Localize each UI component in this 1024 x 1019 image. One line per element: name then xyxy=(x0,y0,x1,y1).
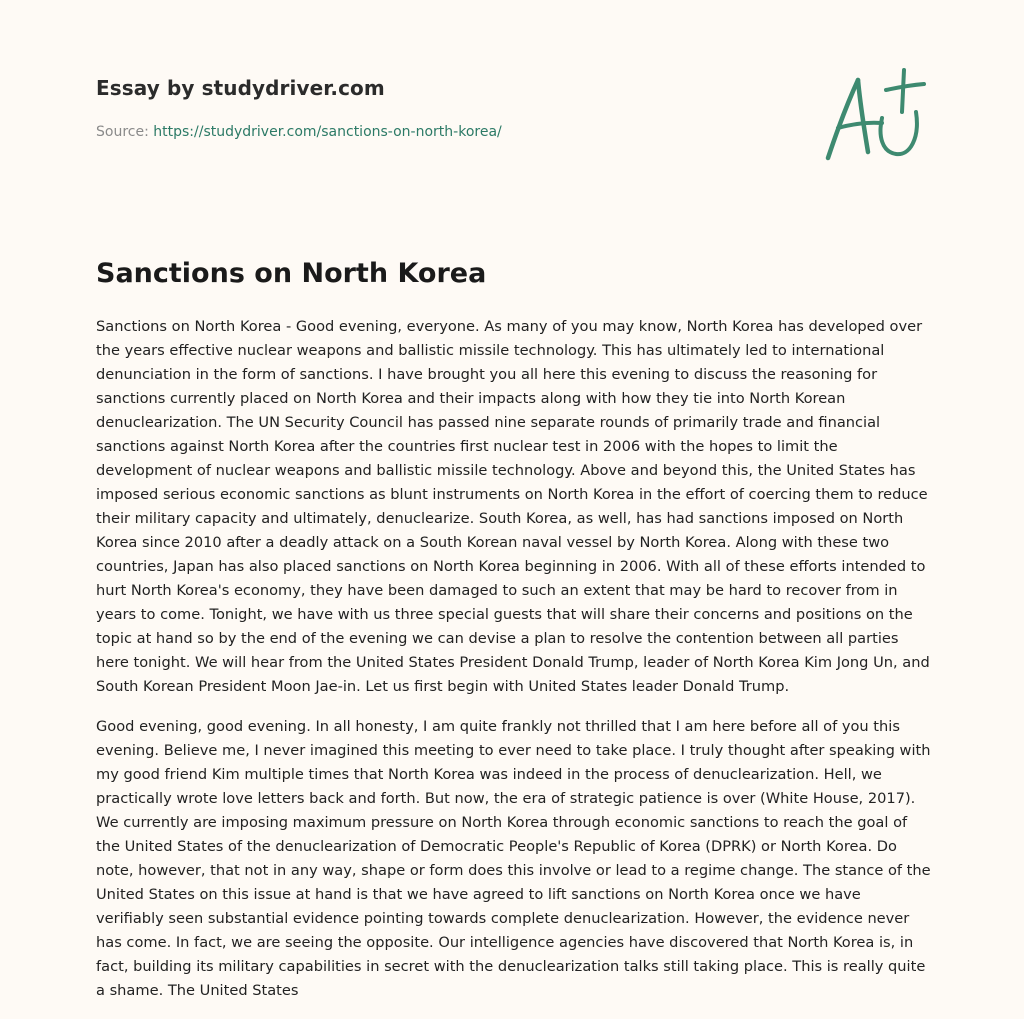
essay-paragraph: Good evening, good evening. In all honesty, I am quite frankly not thrilled that I am here before all of you this evening. Believe me, I never imagined this meeting to ever need to take place. I truly thought after speaking with my good friend Kim multiple times that North Korea was indeed in the process of denuclearization. Hell, we practically wrote love letters back and forth. But now, the era of strategic patience is over (White House, 2017). We currently are imposing maximum pressure on North Korea through economic sanctions to reach the goal of the United States of the denuclearization of Democratic People's Republic of Korea (DPRK) or North Korea. Do note, however, that not in any way, shape or form does this involve or lead to a regime change. The stance of the United States on this issue at hand is that we have agreed to lift sanctions on North Korea once we have verifiably seen substantial evidence pointing towards complete denuclearization. However, the evidence never has come. In fact, we are seeing the opposite. Our intelligence agencies have discovered that North Korea is, in fact, building its military capabilities in secret with the denuclearization talks still taking place. This is really quite a shame. The United States xyxy=(96,718,931,999)
site-title: Essay by studydriver.com xyxy=(96,76,385,100)
essay-title: Sanctions on North Korea xyxy=(96,258,487,289)
source-link[interactable]: https://studydriver.com/sanctions-on-north-korea/ xyxy=(153,124,502,140)
source-line xyxy=(96,124,502,140)
essay-paragraph: Sanctions on North Korea - Good evening, everyone. As many of you may know, North Korea has developed over the years effective nuclear weapons and ballistic missile technology. This has ultimately led to international denunciation in the form of sanctions. I have brought you all here this evening to discuss the reasoning for sanctions currently placed on North Korea and their impacts along with how they tie into North Korean denuclearization. The UN Security Council has passed nine separate rounds of primarily trade and financial sanctions against North Korea after the countries first nuclear test in 2006 with the hopes to limit the development of nuclear weapons and ballistic missile technology. Above and beyond this, the United States has imposed serious economic sanctions as blunt instruments on North Korea in the effort of coercing them to reduce their military capacity and ultimately, denuclearize. South Korea, as well, has had sanctions imposed on North Korea since 2010 after a deadly attack on a South Korean naval vessel by North Korea. Along with these two countries, Japan has also placed sanctions on North Korea beginning in 2006. With all of these efforts intended to hurt North Korea's economy, they have been damaged to such an extent that may be hard to recover from in years to come. Tonight, we have with us three special guests that will share their concerns and positions on the topic at hand so by the end of the evening we can devise a plan to resolve the contention between all parties here tonight. We will hear from the United States President Donald Trump, leader of North Korea Kim Jong Un, and South Korean President Moon Jae-in. Let us first begin with United States leader Donald Trump. xyxy=(96,318,930,695)
source-label: Source: xyxy=(96,124,149,140)
a-plus-logo-icon xyxy=(822,68,926,164)
essay-body xyxy=(96,315,932,1019)
